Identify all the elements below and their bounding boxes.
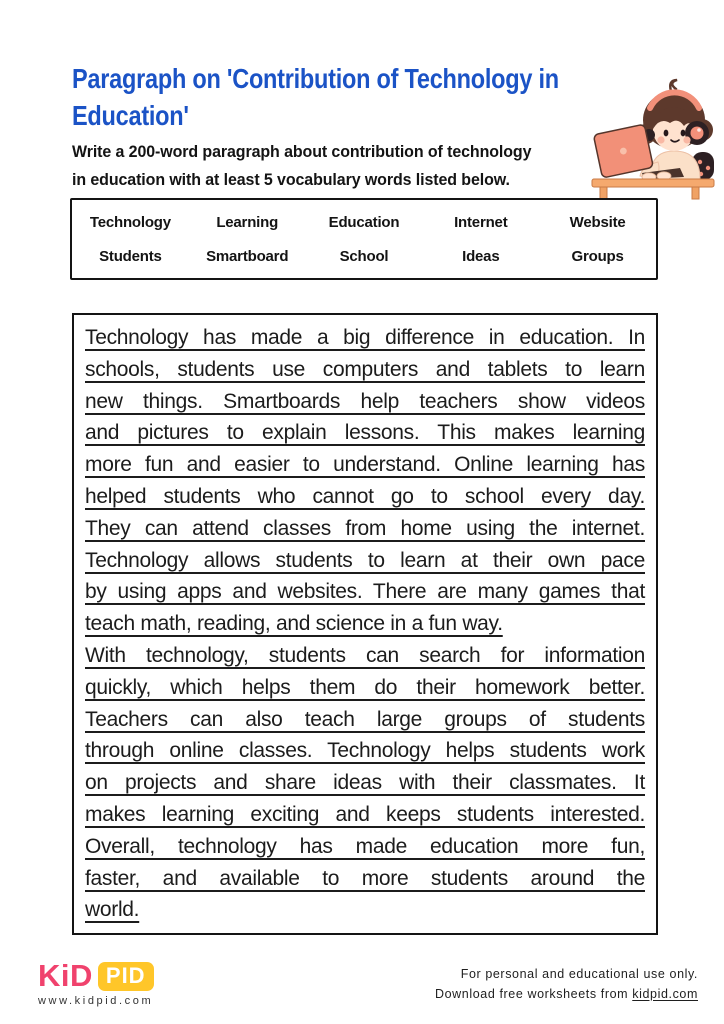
logo-kid-text: KiD xyxy=(38,958,93,993)
usage-note-line2 xyxy=(435,984,698,1004)
usage-note-line2-prefix: Download free worksheets from xyxy=(435,987,633,1001)
kidpid-logo xyxy=(38,960,154,1007)
paragraph-lines xyxy=(72,313,658,935)
paragraph-line: by using apps and websites. There are many games that xyxy=(85,580,645,604)
paragraph-line: Teachers can also teach large groups of students xyxy=(85,707,645,731)
paragraph-line: They can attend classes from home using the internet. xyxy=(85,516,645,540)
vocabulary-word: Smartboard xyxy=(206,247,289,265)
kidpid-link[interactable]: kidpid.com xyxy=(632,987,698,1001)
desk-shape xyxy=(592,179,714,187)
vocabulary-word: Website xyxy=(569,213,626,231)
paragraph-line: Technology has made a big difference in education. In xyxy=(85,326,645,349)
vocabulary-word: Students xyxy=(99,247,162,265)
vocabulary-word: School xyxy=(339,247,389,265)
paragraph-line: With technology, students can search for information xyxy=(85,643,645,667)
vocabulary-word: Technology xyxy=(89,213,171,231)
paragraph-line: through online classes. Technology helps students work xyxy=(85,739,645,763)
paragraph-line: makes learning exciting and keeps students interested. xyxy=(85,802,645,826)
vocabulary-grid xyxy=(70,198,658,280)
logo-pid-badge: PID xyxy=(98,962,154,991)
logo-website-url: www.kidpid.com xyxy=(38,995,154,1007)
paragraph-line: and pictures to explain lessons. This makes learning xyxy=(85,421,645,445)
paragraph-line: schools, students use computers and tablets to learn xyxy=(85,357,645,381)
paragraph-line: helped students who cannot go to school every day. xyxy=(85,484,645,508)
paragraph-line: on projects and share ideas with their classmates. It xyxy=(85,771,645,795)
paragraph-line: faster, and available to more students around the xyxy=(85,866,645,890)
girl-laptop-illustration xyxy=(586,72,720,200)
vocabulary-word: Education xyxy=(328,213,400,231)
paragraph-line: Overall, technology has made education more fun, xyxy=(85,834,645,858)
paragraph-line: new things. Smartboards help teachers show videos xyxy=(85,389,645,413)
paragraph-line: world. xyxy=(85,898,140,922)
vocabulary-word: Ideas xyxy=(462,247,500,265)
paragraph-line: quickly, which helps them do their homework better. xyxy=(85,675,645,699)
paragraph-line: teach math, reading, and science in a fun way. xyxy=(85,612,503,636)
vocabulary-word: Groups xyxy=(571,247,624,265)
page-title: Paragraph on 'Contribution of Technology in Education' xyxy=(72,63,559,131)
vocabulary-word: Learning xyxy=(216,213,279,231)
usage-note xyxy=(435,964,698,1004)
paragraph-line: more fun and easier to understand. Online learning has xyxy=(85,453,645,477)
vocabulary-word: Internet xyxy=(454,213,508,231)
paragraph-line: Technology allows students to learn at their own pace xyxy=(85,548,645,572)
instructions-text: Write a 200-word paragraph about contribution of technology in education with at least 5 vocabulary words listed below. xyxy=(72,142,532,189)
usage-note-line1: For personal and educational use only. xyxy=(460,967,698,981)
